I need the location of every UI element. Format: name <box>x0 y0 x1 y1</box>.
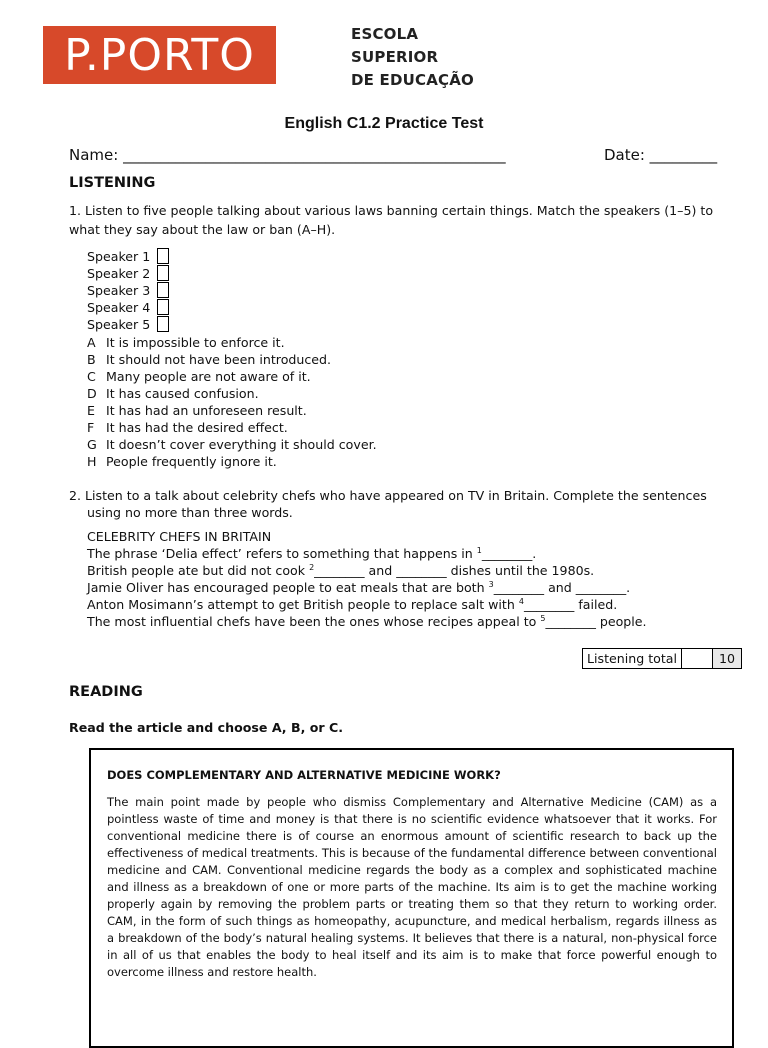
sentence-2 <box>87 562 647 579</box>
option-letter: A <box>87 335 96 350</box>
speaker-answer-box[interactable] <box>157 299 169 315</box>
option-item <box>87 385 377 402</box>
q1-instruction-line1: 1. Listen to five people talking about various laws banning certain things. Match the speakers (1–5) to <box>69 203 714 218</box>
option-text: It is impossible to enforce it. <box>106 335 285 350</box>
speaker-row <box>87 265 150 282</box>
chefs-heading: CELEBRITY CHEFS IN BRITAIN <box>87 529 272 544</box>
speaker-label: Speaker 2 <box>87 266 151 281</box>
option-list <box>87 334 377 470</box>
speaker-answer-box[interactable] <box>157 316 169 332</box>
gap-number: 1 <box>476 546 482 555</box>
gap-number: 5 <box>540 614 546 623</box>
option-letter: F <box>87 420 95 435</box>
speaker-answer-box[interactable] <box>157 282 169 298</box>
speaker-list <box>87 248 150 333</box>
speaker-answer-box[interactable] <box>157 248 169 264</box>
sentence-4 <box>87 596 647 613</box>
option-letter: B <box>87 352 96 367</box>
option-text: It has had the desired effect. <box>106 420 288 435</box>
option-letter: G <box>87 437 97 452</box>
option-item <box>87 436 377 453</box>
option-item <box>87 351 377 368</box>
listening-score-field[interactable] <box>682 649 713 668</box>
answer-gap[interactable]: ________ failed. <box>523 597 618 612</box>
option-item <box>87 402 377 419</box>
sentence-text: Anton Mosimann’s attempt to get British people to replace salt with <box>87 597 519 612</box>
option-text: It doesn’t cover everything it should cover. <box>106 437 377 452</box>
q2-instruction-line2: using no more than three words. <box>87 505 293 520</box>
option-letter: D <box>87 386 97 401</box>
sentence-text: British people ate but did not cook <box>87 563 310 578</box>
listening-heading: LISTENING <box>69 175 156 191</box>
speaker-row <box>87 316 150 333</box>
option-letter: E <box>87 403 95 418</box>
article-title: DOES COMPLEMENTARY AND ALTERNATIVE MEDICINE WORK? <box>107 768 501 782</box>
speaker-answer-box[interactable] <box>157 265 169 281</box>
option-item <box>87 419 377 436</box>
answer-gap[interactable]: ________ and ________. <box>493 580 631 595</box>
gap-number: 4 <box>518 597 524 606</box>
gap-number: 2 <box>309 563 315 572</box>
reading-heading: READING <box>69 684 143 700</box>
speaker-row <box>87 299 150 316</box>
article-box <box>89 748 734 1048</box>
listening-max-score: 10 <box>713 649 741 668</box>
option-letter: C <box>87 369 96 384</box>
q2-instruction-line1: 2. Listen to a talk about celebrity chefs who have appeared on TV in Britain. Complete the sentences <box>69 488 707 503</box>
sentence-1 <box>87 545 647 562</box>
school-line-2: SUPERIOR <box>351 48 439 66</box>
option-item <box>87 334 377 351</box>
option-text: It has had an unforeseen result. <box>106 403 307 418</box>
speaker-label: Speaker 1 <box>87 249 151 264</box>
school-line-3: DE EDUCAÇÃO <box>351 71 474 89</box>
sentence-text: The phrase ‘Delia effect’ refers to something that happens in <box>87 546 477 561</box>
speaker-label: Speaker 4 <box>87 300 151 315</box>
school-line-1: ESCOLA <box>351 25 419 43</box>
answer-gap[interactable]: ________. <box>481 546 537 561</box>
sentence-text: The most influential chefs have been the ones whose recipes appeal to <box>87 614 541 629</box>
pporto-logo <box>43 26 276 84</box>
page-title: English C1.2 Practice Test <box>284 115 484 132</box>
listening-total-label: Listening total <box>583 649 682 668</box>
chef-sentences <box>87 528 647 630</box>
option-text: It should not have been introduced. <box>106 352 332 367</box>
q1-instruction-line2: what they say about the law or ban (A–H). <box>69 222 336 237</box>
reading-instruction: Read the article and choose A, B, or C. <box>69 720 344 735</box>
option-text: It has caused confusion. <box>106 386 259 401</box>
answer-gap[interactable]: ________ and ________ dishes until the 1980s. <box>314 563 595 578</box>
sentence-text: Jamie Oliver has encouraged people to eat meals that are both <box>87 580 489 595</box>
speaker-label: Speaker 5 <box>87 317 151 332</box>
answer-gap[interactable]: ________ people. <box>545 614 647 629</box>
speaker-row <box>87 248 150 265</box>
option-text: Many people are not aware of it. <box>106 369 311 384</box>
option-item <box>87 368 377 385</box>
gap-number: 3 <box>488 580 494 589</box>
listening-total-box <box>582 648 742 669</box>
name-field[interactable]: Name: ___________________________________________________ <box>69 146 506 164</box>
school-name <box>351 23 474 92</box>
speaker-row <box>87 282 150 299</box>
option-item <box>87 453 377 470</box>
logo-text: P.PORTO <box>64 29 255 81</box>
option-text: People frequently ignore it. <box>106 454 277 469</box>
date-field[interactable]: Date: _________ <box>604 146 718 164</box>
article-body: The main point made by people who dismiss Complementary and Alternative Medicine (CAM) as a pointless waste of time and money is that there is no scientific evidence whatsoever that it works. For conventional medicine there is of course an enormous amount of scientific research to back up the effectiveness of medical treatments. This is because of the fundamental difference between conventional medicine and CAM. Conventional medicine regards the body as a complex and sophisticated machine and illness as a breakdown of one or more parts of the machine. Its aim is to get the machine working properly again by removing the problem parts or treating them so that they return to working order. CAM, in the form of such things as homeopathy, acupuncture, and medical herbalism, regards illness as a breakdown of the body’s natural healing systems. It believes that there is a natural, non-physical force in all of us that enables the body to heal itself and its aim is to make that force powerful enough to overcome illness and restore health. <box>107 795 717 979</box>
speaker-label: Speaker 3 <box>87 283 151 298</box>
sentence-3 <box>87 579 647 596</box>
option-letter: H <box>87 454 97 469</box>
sentence-5 <box>87 613 647 630</box>
